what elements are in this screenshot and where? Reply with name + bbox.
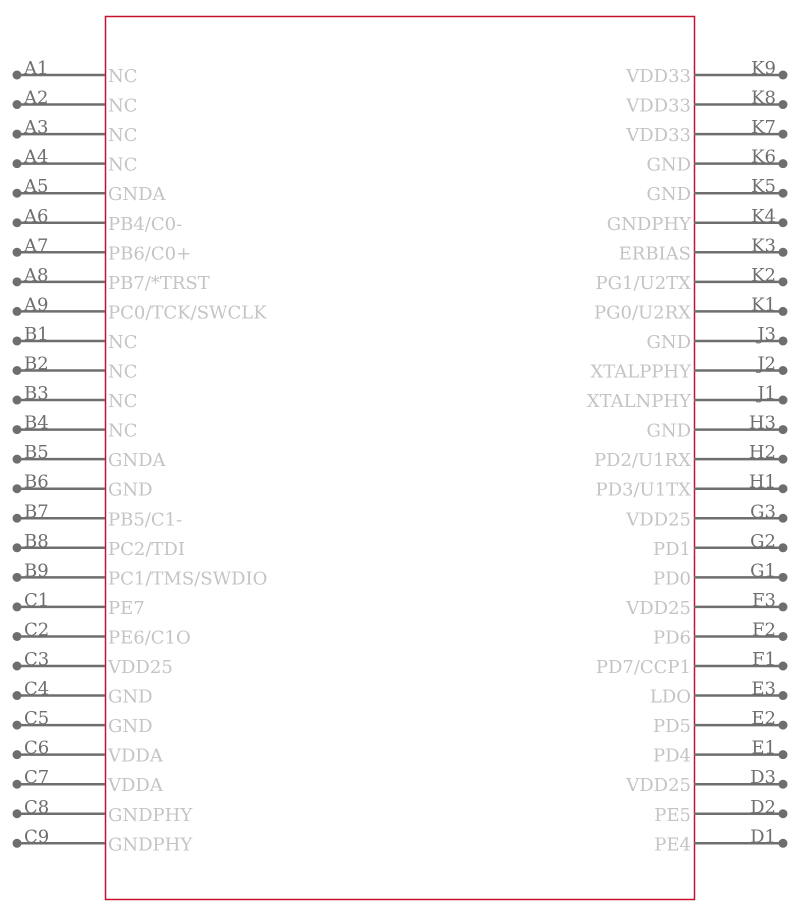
pin-E3: [650, 679, 788, 708]
pin-number-label: A1: [24, 58, 49, 79]
pin-name-label: GND: [646, 331, 691, 353]
pin-A5: [13, 176, 167, 205]
pin-K5: [646, 176, 787, 205]
pin-endpoint-dot: [779, 336, 788, 345]
pin-number-label: F3: [752, 589, 776, 611]
pin-B5: [13, 442, 167, 471]
pin-name-label: PE5: [654, 804, 691, 826]
pin-number-label: K4: [751, 205, 776, 227]
pin-name-label: VDDA: [108, 775, 163, 797]
pin-A6: [13, 206, 183, 235]
pin-endpoint-dot: [13, 455, 22, 464]
pin-number-label: A8: [24, 264, 49, 286]
pin-name-label: VDDA: [108, 745, 163, 767]
pin-A7: [13, 235, 192, 264]
pin-A3: [13, 117, 138, 146]
pin-endpoint-dot: [13, 248, 22, 257]
pin-endpoint-dot: [13, 543, 22, 552]
pin-J2: [590, 354, 787, 383]
pin-J1: [587, 383, 788, 412]
pin-number-label: C6: [24, 737, 50, 759]
pin-number-label: E2: [751, 708, 776, 730]
pin-K2: [596, 265, 788, 294]
pin-number-label: B7: [24, 501, 49, 523]
pin-name-label: PB6/C0+: [108, 243, 192, 265]
pin-K3: [619, 235, 788, 264]
pin-name-label: NC: [108, 420, 138, 442]
pin-A4: [13, 147, 138, 176]
pin-endpoint-dot: [13, 307, 22, 316]
pin-C1: [13, 590, 145, 619]
pin-H2: [594, 442, 788, 471]
pin-endpoint-dot: [13, 514, 22, 523]
pin-endpoint-dot: [779, 189, 788, 198]
pin-H1: [595, 472, 787, 501]
pin-B9: [13, 560, 268, 589]
pin-F2: [653, 619, 788, 648]
pin-G2: [653, 531, 788, 560]
pin-number-label: K2: [751, 264, 776, 286]
pin-name-label: GND: [108, 479, 153, 501]
pin-name-label: PB5/C1-: [108, 509, 183, 531]
pin-endpoint-dot: [13, 71, 22, 80]
pin-number-label: F1: [752, 649, 776, 670]
pin-number-label: D2: [750, 796, 776, 818]
pin-name-label: VDD25: [626, 509, 691, 531]
pin-number-label: E1: [751, 737, 776, 759]
pin-number-label: K9: [751, 58, 776, 79]
pin-name-label: NC: [108, 331, 138, 353]
pin-name-label: VDD33: [626, 95, 691, 117]
pin-number-label: C4: [24, 678, 50, 700]
pin-endpoint-dot: [13, 159, 22, 168]
pin-number-label: G1: [750, 560, 776, 582]
pin-D2: [654, 797, 787, 826]
pin-D3: [625, 767, 787, 796]
pin-name-label: PC1/TMS/SWDIO: [108, 568, 268, 590]
pin-name-label: XTALPPHY: [590, 361, 691, 383]
pin-endpoint-dot: [13, 366, 22, 375]
pin-number-label: G2: [750, 530, 776, 552]
pin-C6: [13, 738, 164, 767]
pin-number-label: A3: [24, 117, 49, 139]
pin-E2: [653, 708, 788, 737]
pin-B8: [13, 531, 185, 560]
pin-endpoint-dot: [13, 100, 22, 109]
pin-E1: [653, 738, 788, 767]
pin-B2: [13, 354, 138, 383]
pin-endpoint-dot: [13, 130, 22, 139]
pin-C9: [13, 826, 194, 855]
pin-name-label: NC: [108, 66, 138, 87]
pin-number-label: F2: [752, 619, 776, 641]
pin-H3: [646, 413, 787, 442]
pin-B7: [13, 501, 183, 530]
pin-name-label: GNDA: [108, 450, 166, 472]
pin-endpoint-dot: [13, 662, 22, 671]
pin-endpoint-dot: [779, 750, 788, 759]
pin-endpoint-dot: [13, 632, 22, 641]
pin-name-label: PD6: [653, 627, 691, 649]
pin-endpoint-dot: [779, 691, 788, 700]
pin-G3: [625, 501, 787, 530]
pin-name-label: PE7: [108, 597, 145, 619]
pin-name-label: PD1: [653, 538, 691, 560]
pin-number-label: B5: [24, 442, 49, 464]
pin-endpoint-dot: [779, 484, 788, 493]
pin-name-label: VDD33: [626, 66, 691, 87]
pin-number-label: H1: [748, 471, 776, 493]
pin-name-label: GNDPHY: [606, 213, 691, 235]
pin-name-label: NC: [108, 125, 138, 147]
pin-B4: [13, 413, 138, 442]
pin-endpoint-dot: [779, 780, 788, 789]
pin-endpoint-dot: [779, 602, 788, 611]
pin-name-label: LDO: [649, 686, 691, 708]
pin-endpoint-dot: [779, 159, 788, 168]
pin-name-label: VDD25: [626, 597, 691, 619]
pin-name-label: NC: [108, 391, 138, 413]
pin-number-label: K1: [751, 294, 776, 316]
pin-number-label: C2: [24, 619, 50, 641]
pin-endpoint-dot: [13, 691, 22, 700]
pin-number-label: A2: [24, 87, 49, 109]
pin-endpoint-dot: [779, 721, 788, 730]
pin-endpoint-dot: [779, 366, 788, 375]
pin-number-label: J1: [757, 383, 776, 405]
pin-endpoint-dot: [779, 514, 788, 523]
pin-name-label: PD3/U1TX: [595, 479, 691, 501]
pin-endpoint-dot: [779, 396, 788, 405]
pin-A8: [13, 265, 210, 294]
pin-number-label: J2: [757, 353, 776, 375]
pin-number-label: C1: [24, 589, 50, 611]
pin-D1: [654, 826, 787, 855]
pin-name-label: GND: [108, 716, 153, 738]
pin-F1: [596, 649, 788, 678]
pin-endpoint-dot: [13, 277, 22, 286]
pin-number-label: B8: [24, 530, 49, 552]
pin-endpoint-dot: [779, 277, 788, 286]
pin-C3: [13, 649, 173, 678]
pin-name-label: PG0/U2RX: [594, 302, 691, 324]
pin-number-label: B3: [24, 383, 49, 405]
pin-C4: [13, 679, 153, 708]
pin-name-label: GNDPHY: [108, 834, 193, 856]
pin-name-label: PE4: [654, 834, 691, 856]
pin-name-label: NC: [108, 154, 138, 176]
pin-name-label: PC2/TDI: [108, 538, 185, 560]
pin-endpoint-dot: [13, 189, 22, 198]
pin-K8: [625, 88, 787, 117]
pin-name-label: VDD25: [108, 657, 173, 678]
pin-number-label: A4: [24, 146, 49, 168]
pin-number-label: J3: [757, 323, 776, 345]
pin-name-label: PE6/C1O: [108, 627, 191, 649]
pin-endpoint-dot: [779, 100, 788, 109]
pin-endpoint-dot: [13, 484, 22, 493]
pin-name-label: PD7/CCP1: [595, 657, 691, 678]
pin-A2: [13, 88, 138, 117]
pin-number-label: H3: [748, 412, 776, 434]
pin-G1: [653, 560, 788, 589]
pin-C2: [13, 619, 191, 648]
pin-name-label: GND: [108, 686, 153, 708]
pin-endpoint-dot: [779, 248, 788, 257]
pin-name-label: GND: [646, 420, 691, 442]
pin-endpoint-dot: [13, 721, 22, 730]
pin-B1: [13, 324, 138, 353]
pin-endpoint-dot: [13, 809, 22, 818]
pin-number-label: A6: [24, 205, 49, 227]
pin-name-label: PB4/C0-: [108, 213, 183, 235]
pin-endpoint-dot: [779, 839, 788, 848]
pin-name-label: GNDPHY: [108, 804, 193, 826]
pin-K6: [646, 147, 787, 176]
pin-endpoint-dot: [779, 632, 788, 641]
pin-number-label: C7: [24, 767, 50, 789]
pin-A9: [13, 294, 268, 323]
pin-endpoint-dot: [13, 780, 22, 789]
pin-number-label: B2: [24, 353, 49, 375]
pin-endpoint-dot: [779, 543, 788, 552]
pin-name-label: GNDA: [108, 184, 166, 206]
pin-number-label: K7: [751, 117, 776, 139]
pin-number-label: B6: [24, 471, 49, 493]
pin-name-label: VDD33: [626, 125, 691, 147]
pin-endpoint-dot: [779, 809, 788, 818]
left-pin-group: [13, 58, 268, 855]
pin-endpoint-dot: [13, 750, 22, 759]
pin-number-label: A9: [24, 294, 49, 316]
pin-number-label: B9: [24, 560, 49, 582]
pin-B3: [13, 383, 138, 412]
pin-endpoint-dot: [13, 218, 22, 227]
pin-C5: [13, 708, 153, 737]
pin-number-label: C3: [24, 649, 50, 670]
pin-name-label: GND: [646, 154, 691, 176]
pin-name-label: VDD25: [626, 775, 691, 797]
pin-number-label: K3: [751, 235, 776, 257]
pin-endpoint-dot: [13, 602, 22, 611]
pin-endpoint-dot: [779, 662, 788, 671]
pin-name-label: PD0: [653, 568, 691, 590]
pin-number-label: H2: [748, 442, 776, 464]
pin-number-label: C9: [24, 826, 50, 848]
pin-name-label: NC: [108, 95, 138, 117]
pin-C7: [13, 767, 164, 796]
pin-number-label: K6: [751, 146, 776, 168]
pin-endpoint-dot: [779, 307, 788, 316]
pin-endpoint-dot: [779, 71, 788, 80]
pin-endpoint-dot: [779, 425, 788, 434]
pin-endpoint-dot: [13, 425, 22, 434]
pin-number-label: K8: [751, 87, 776, 109]
pin-number-label: A5: [24, 176, 49, 198]
pin-name-label: PD5: [653, 716, 691, 738]
pin-endpoint-dot: [13, 839, 22, 848]
pin-number-label: B1: [24, 323, 49, 345]
pin-name-label: PC0/TCK/SWCLK: [108, 302, 267, 324]
pin-B6: [13, 472, 153, 501]
pin-number-label: C5: [24, 708, 50, 730]
pin-endpoint-dot: [779, 218, 788, 227]
pin-number-label: G3: [750, 501, 776, 523]
pin-name-label: PB7/*TRST: [108, 272, 210, 294]
pin-K1: [594, 294, 788, 323]
right-pin-group: [587, 58, 788, 855]
pin-J3: [646, 324, 787, 353]
pin-name-label: GND: [646, 184, 691, 206]
pin-endpoint-dot: [13, 336, 22, 345]
pin-A1: [13, 58, 138, 87]
pin-name-label: ERBIAS: [618, 243, 691, 265]
pin-number-label: A7: [24, 235, 49, 257]
pin-endpoint-dot: [13, 396, 22, 405]
pin-K7: [625, 117, 787, 146]
pin-name-label: NC: [108, 361, 138, 383]
pin-number-label: D1: [750, 826, 776, 848]
pin-K9: [625, 58, 787, 87]
pin-endpoint-dot: [779, 130, 788, 139]
pin-name-label: XTALNPHY: [586, 391, 691, 413]
pin-C8: [13, 797, 194, 826]
pin-F3: [625, 590, 787, 619]
pin-K4: [607, 206, 788, 235]
pin-number-label: D3: [750, 767, 776, 789]
pin-name-label: PD2/U1RX: [593, 450, 691, 472]
pin-name-label: PD4: [653, 745, 691, 767]
pin-number-label: K5: [751, 176, 776, 198]
pin-endpoint-dot: [13, 573, 22, 582]
pin-number-label: E3: [751, 678, 776, 700]
pin-endpoint-dot: [779, 455, 788, 464]
pin-endpoint-dot: [779, 573, 788, 582]
pin-number-label: B4: [24, 412, 49, 434]
pin-name-label: PG1/U2TX: [595, 272, 691, 294]
pin-number-label: C8: [24, 796, 50, 818]
